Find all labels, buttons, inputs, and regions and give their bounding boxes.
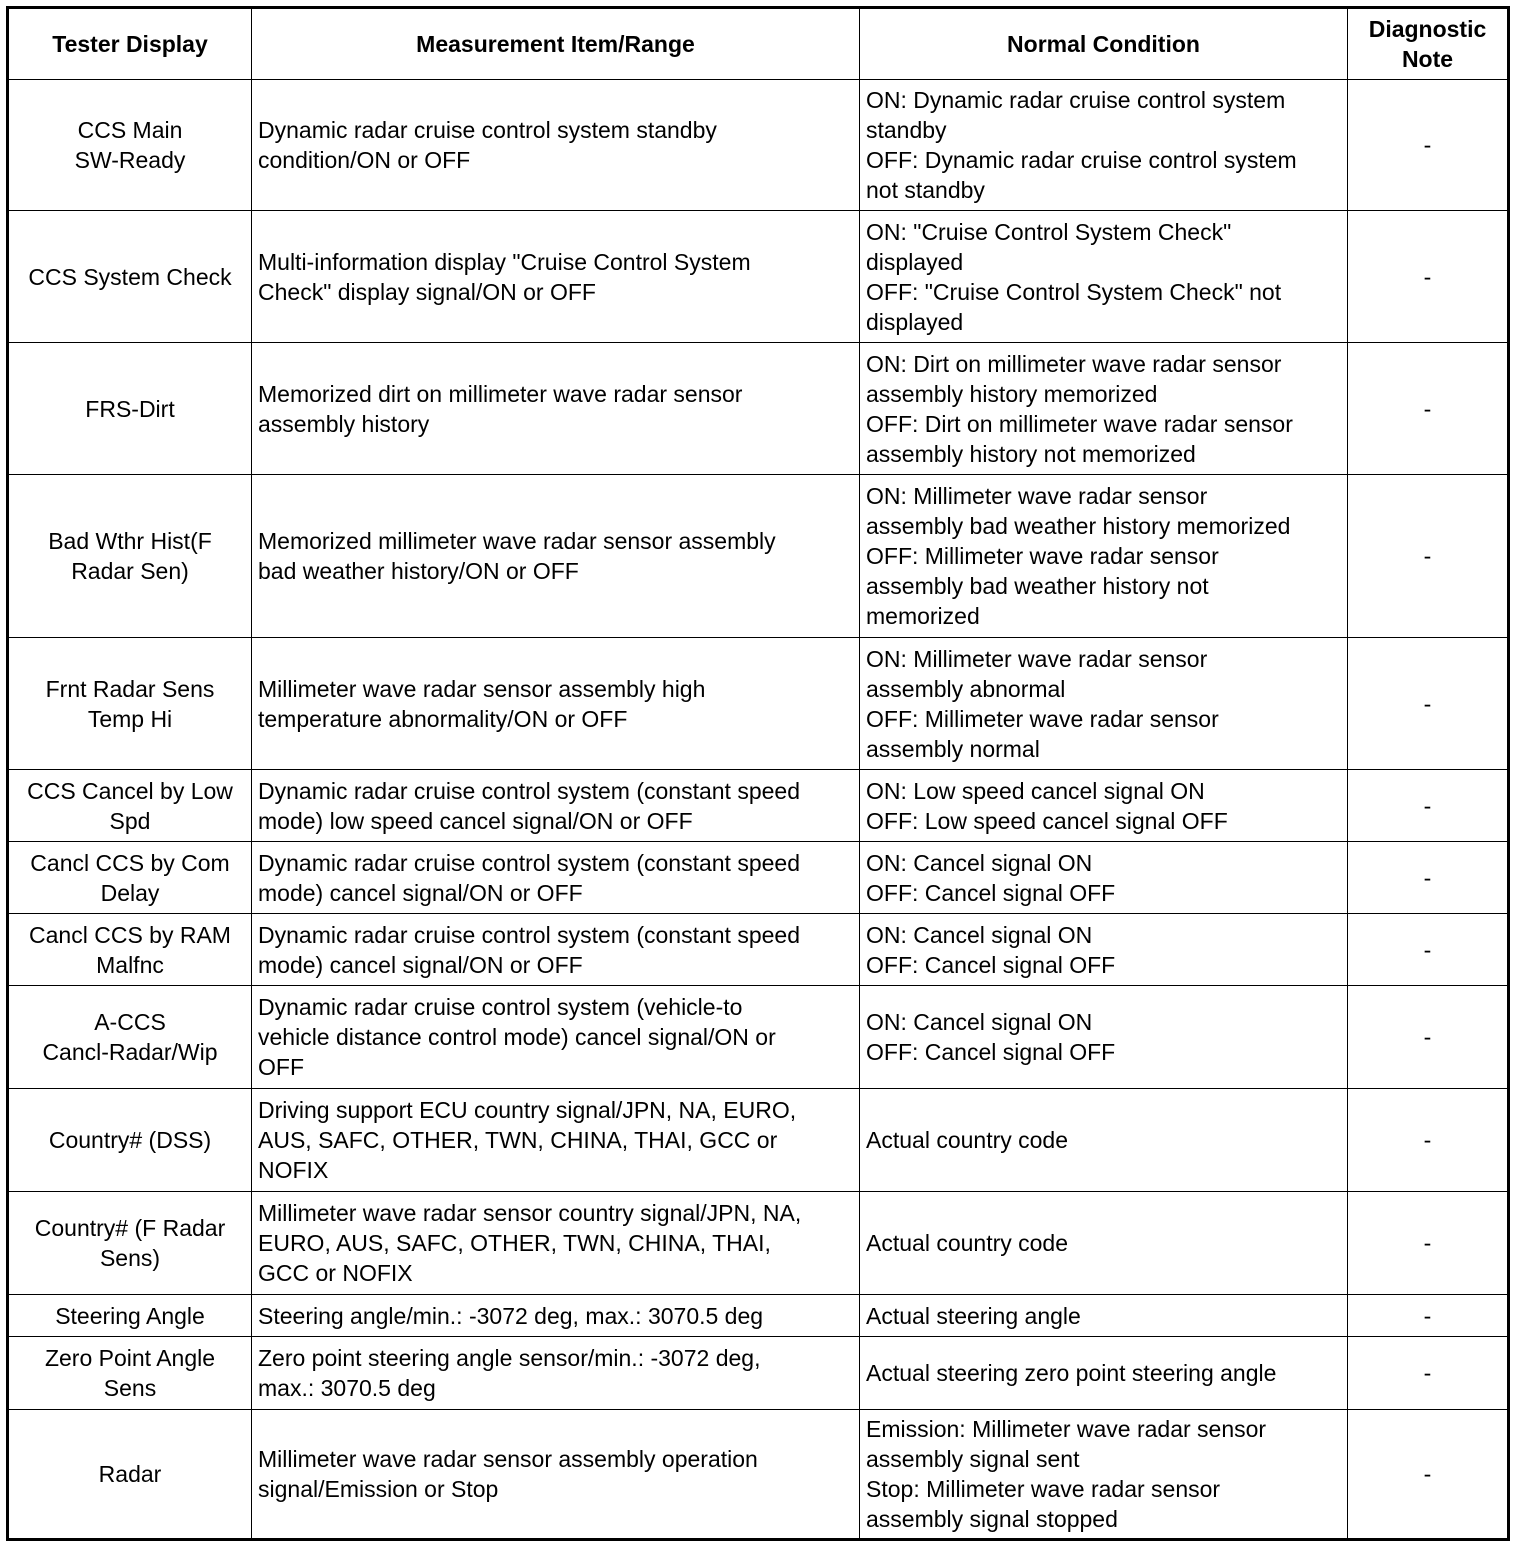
diagnostic-note-cell: - (1348, 1089, 1509, 1192)
measurement-cell: Zero point steering angle sensor/min.: -3072 deg, max.: 3070.5 deg (252, 1337, 860, 1410)
table-row (8, 1410, 1509, 1540)
normal-condition-cell: ON: "Cruise Control System Check" displayed OFF: "Cruise Control System Check" not displayed (860, 211, 1348, 343)
table-row (8, 638, 1509, 770)
measurement-cell: Dynamic radar cruise control system (constant speed mode) cancel signal/ON or OFF (252, 842, 860, 914)
measurement-cell: Driving support ECU country signal/JPN, NA, EURO, AUS, SAFC, OTHER, TWN, CHINA, THAI, GCC or NOFIX (252, 1089, 860, 1192)
normal-condition-cell: Emission: Millimeter wave radar sensor assembly signal sent Stop: Millimeter wave radar sensor assembly signal stopped (860, 1410, 1348, 1540)
tester-display-cell: CCS System Check (8, 211, 252, 343)
measurement-cell: Memorized dirt on millimeter wave radar sensor assembly history (252, 343, 860, 475)
tester-display-cell: CCS Main SW-Ready (8, 80, 252, 211)
tester-display-cell: Radar (8, 1410, 252, 1540)
tester-display-cell: Cancl CCS by RAM Malfnc (8, 914, 252, 986)
measurement-cell: Dynamic radar cruise control system (constant speed mode) low speed cancel signal/ON or OFF (252, 770, 860, 842)
diagnostic-note-cell: - (1348, 475, 1509, 638)
table-row (8, 1089, 1509, 1192)
normal-condition-cell: Actual steering zero point steering angle (860, 1337, 1348, 1410)
diagnostic-note-cell: - (1348, 770, 1509, 842)
table-row (8, 914, 1509, 986)
diagnostic-note-cell: - (1348, 842, 1509, 914)
header-measurement-item-range: Measurement Item/Range (252, 8, 860, 80)
measurement-cell: Dynamic radar cruise control system (vehicle-to vehicle distance control mode) cancel signal/ON or OFF (252, 986, 860, 1089)
table-row (8, 986, 1509, 1089)
diagnostic-note-cell: - (1348, 343, 1509, 475)
data-list-table (6, 6, 1510, 1541)
tester-display-cell: Bad Wthr Hist(F Radar Sen) (8, 475, 252, 638)
table-row (8, 770, 1509, 842)
diagnostic-note-cell: - (1348, 211, 1509, 343)
diagnostic-note-cell: - (1348, 914, 1509, 986)
diagnostic-note-cell: - (1348, 638, 1509, 770)
measurement-cell: Multi-information display "Cruise Control System Check" display signal/ON or OFF (252, 211, 860, 343)
normal-condition-cell: ON: Cancel signal ON OFF: Cancel signal OFF (860, 986, 1348, 1089)
measurement-cell: Dynamic radar cruise control system (constant speed mode) cancel signal/ON or OFF (252, 914, 860, 986)
tester-display-cell: CCS Cancel by Low Spd (8, 770, 252, 842)
normal-condition-cell: ON: Dynamic radar cruise control system standby OFF: Dynamic radar cruise control system not standby (860, 80, 1348, 211)
measurement-cell: Millimeter wave radar sensor assembly high temperature abnormality/ON or OFF (252, 638, 860, 770)
table-row (8, 80, 1509, 211)
tester-display-cell: Frnt Radar Sens Temp Hi (8, 638, 252, 770)
normal-condition-cell: ON: Dirt on millimeter wave radar sensor assembly history memorized OFF: Dirt on millimeter wave radar sensor assembly history not memorized (860, 343, 1348, 475)
measurement-cell: Memorized millimeter wave radar sensor assembly bad weather history/ON or OFF (252, 475, 860, 638)
tester-display-cell: A-CCS Cancl-Radar/Wip (8, 986, 252, 1089)
table-row (8, 1295, 1509, 1337)
normal-condition-cell: ON: Millimeter wave radar sensor assembly abnormal OFF: Millimeter wave radar sensor assembly normal (860, 638, 1348, 770)
diagnostic-note-cell: - (1348, 1295, 1509, 1337)
tester-display-cell: Cancl CCS by Com Delay (8, 842, 252, 914)
measurement-cell: Steering angle/min.: -3072 deg, max.: 3070.5 deg (252, 1295, 860, 1337)
diagnostic-note-cell: - (1348, 1337, 1509, 1410)
table-row (8, 343, 1509, 475)
normal-condition-cell: ON: Low speed cancel signal ON OFF: Low speed cancel signal OFF (860, 770, 1348, 842)
tester-display-cell: Zero Point Angle Sens (8, 1337, 252, 1410)
tester-display-cell: Steering Angle (8, 1295, 252, 1337)
normal-condition-cell: ON: Millimeter wave radar sensor assembly bad weather history memorized OFF: Millimeter wave radar sensor assembly bad weather history not memorized (860, 475, 1348, 638)
tester-display-cell: Country# (F Radar Sens) (8, 1192, 252, 1295)
table-row (8, 1192, 1509, 1295)
header-diagnostic-note: Diagnostic Note (1348, 8, 1509, 80)
normal-condition-cell: Actual country code (860, 1089, 1348, 1192)
normal-condition-cell: Actual country code (860, 1192, 1348, 1295)
table-row (8, 842, 1509, 914)
table-row (8, 211, 1509, 343)
diagnostic-note-cell: - (1348, 1410, 1509, 1540)
diagnostic-note-cell: - (1348, 1192, 1509, 1295)
tester-display-cell: FRS-Dirt (8, 343, 252, 475)
measurement-cell: Millimeter wave radar sensor assembly operation signal/Emission or Stop (252, 1410, 860, 1540)
normal-condition-cell: ON: Cancel signal ON OFF: Cancel signal OFF (860, 842, 1348, 914)
normal-condition-cell: Actual steering angle (860, 1295, 1348, 1337)
measurement-cell: Millimeter wave radar sensor country signal/JPN, NA, EURO, AUS, SAFC, OTHER, TWN, CHINA, THAI, GCC or NOFIX (252, 1192, 860, 1295)
diagnostic-note-cell: - (1348, 80, 1509, 211)
diagnostic-note-cell: - (1348, 986, 1509, 1089)
header-tester-display: Tester Display (8, 8, 252, 80)
header-normal-condition: Normal Condition (860, 8, 1348, 80)
normal-condition-cell: ON: Cancel signal ON OFF: Cancel signal OFF (860, 914, 1348, 986)
header-row (8, 8, 1509, 80)
table-row (8, 1337, 1509, 1410)
measurement-cell: Dynamic radar cruise control system standby condition/ON or OFF (252, 80, 860, 211)
table-row (8, 475, 1509, 638)
table-body (8, 80, 1509, 1540)
tester-display-cell: Country# (DSS) (8, 1089, 252, 1192)
